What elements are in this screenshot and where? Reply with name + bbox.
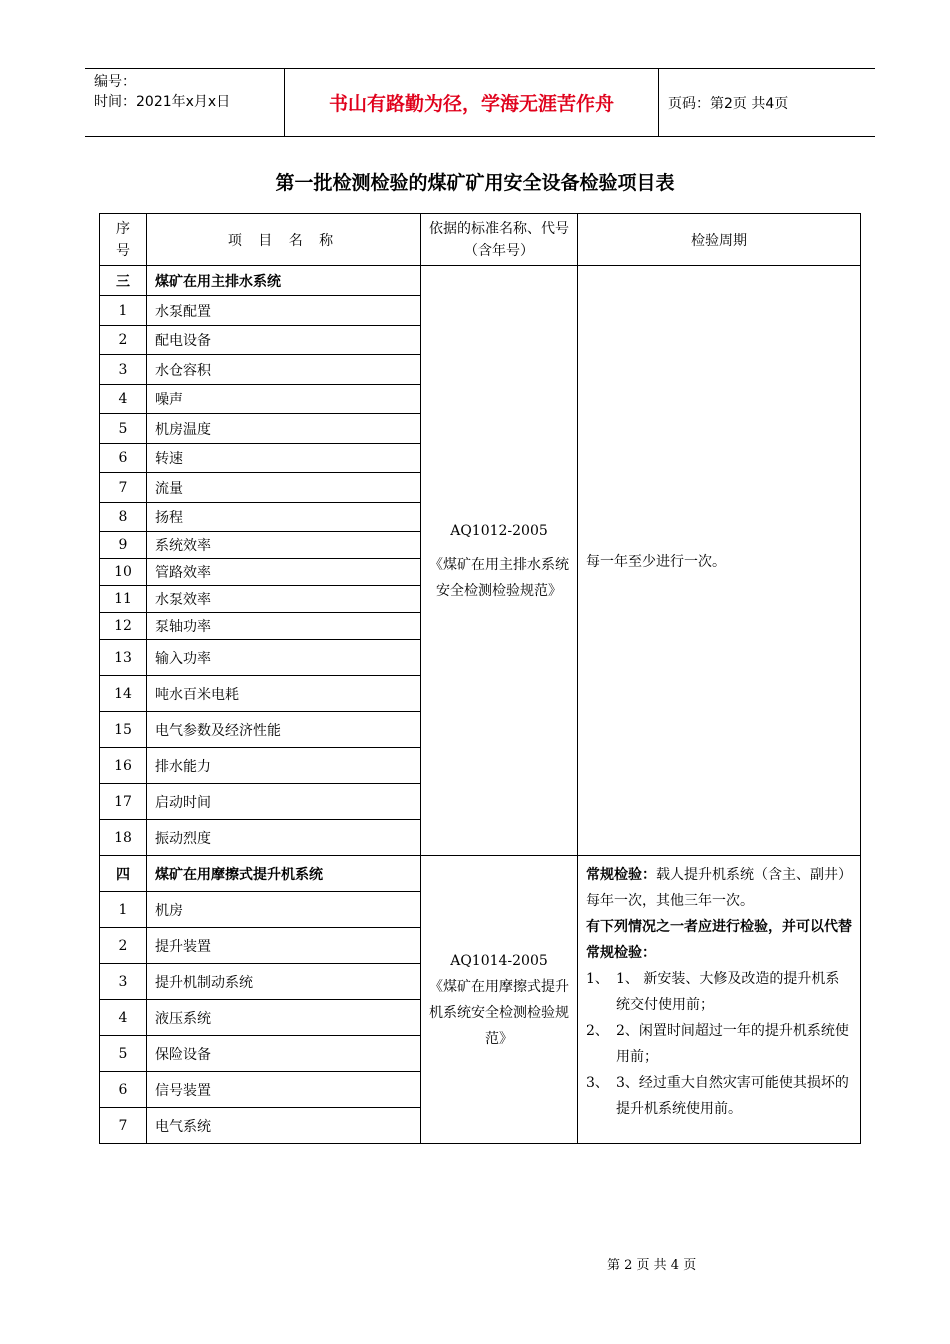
item-name: 吨水百米电耗 bbox=[147, 676, 421, 712]
period-list-item bbox=[586, 1070, 852, 1122]
item-number: 1 bbox=[100, 296, 147, 326]
item-number: 6 bbox=[100, 1072, 147, 1108]
item-number: 1 bbox=[100, 892, 147, 928]
header-period: 检验周期 bbox=[578, 214, 861, 266]
standard-name: 《煤矿在用主排水系统安全检测检验规范》 bbox=[429, 556, 569, 599]
item-number: 10 bbox=[100, 559, 147, 586]
page-footer: 第 2 页 共 4 页 bbox=[607, 1258, 697, 1273]
item-number: 11 bbox=[100, 586, 147, 613]
item-name: 输入功率 bbox=[147, 640, 421, 676]
item-number: 2 bbox=[100, 928, 147, 964]
inspection-table bbox=[99, 213, 861, 1144]
item-name: 配电设备 bbox=[147, 326, 421, 355]
period-list-item bbox=[586, 966, 852, 1018]
item-number: 3 bbox=[100, 355, 147, 385]
item-number: 3 bbox=[100, 964, 147, 1000]
item-number: 4 bbox=[100, 385, 147, 414]
item-name: 信号装置 bbox=[147, 1072, 421, 1108]
header-name: 项 目 名 称 bbox=[147, 214, 421, 266]
standard-name: 《煤矿在用摩擦式提升机系统安全检测检验规范》 bbox=[429, 978, 569, 1047]
period-list-item bbox=[586, 1018, 852, 1070]
item-number: 14 bbox=[100, 676, 147, 712]
item-number: 2 bbox=[100, 326, 147, 355]
list-marker: 1、 bbox=[586, 971, 609, 987]
item-name: 启动时间 bbox=[147, 784, 421, 820]
table-row bbox=[100, 856, 861, 892]
period-cell bbox=[578, 856, 861, 1144]
list-text: 3、经过重大自然灾害可能使其损坏的提升机系统使用前。 bbox=[616, 1075, 849, 1117]
item-name: 水泵效率 bbox=[147, 586, 421, 613]
list-text: 2、闲置时间超过一年的提升机系统使用前； bbox=[616, 1023, 849, 1065]
item-number: 4 bbox=[100, 1000, 147, 1036]
period-condition: 有下列情况之一者应进行检验，并可以代替常规检验： bbox=[586, 919, 852, 961]
item-name: 机房温度 bbox=[147, 414, 421, 444]
table-row bbox=[100, 266, 861, 296]
item-name: 转速 bbox=[147, 444, 421, 473]
header-standard: 依据的标准名称、代号（含年号） bbox=[421, 214, 578, 266]
page-header bbox=[85, 68, 875, 137]
item-number: 16 bbox=[100, 748, 147, 784]
item-name: 管路效率 bbox=[147, 559, 421, 586]
item-name: 液压系统 bbox=[147, 1000, 421, 1036]
item-number: 9 bbox=[100, 532, 147, 559]
table-header-row bbox=[100, 214, 861, 266]
item-name: 水泵配置 bbox=[147, 296, 421, 326]
item-number: 17 bbox=[100, 784, 147, 820]
section-name: 煤矿在用摩擦式提升机系统 bbox=[147, 856, 421, 892]
section-code: 四 bbox=[100, 856, 147, 892]
item-name: 提升装置 bbox=[147, 928, 421, 964]
document-date: 时间：2021年x月x日 bbox=[94, 94, 231, 110]
item-name: 水仓容积 bbox=[147, 355, 421, 385]
item-name: 排水能力 bbox=[147, 748, 421, 784]
item-name: 扬程 bbox=[147, 503, 421, 532]
standard-code: AQ1014-2005 bbox=[450, 952, 548, 969]
item-name: 机房 bbox=[147, 892, 421, 928]
item-name: 噪声 bbox=[147, 385, 421, 414]
period-regular bbox=[586, 862, 852, 914]
list-marker: 3、 bbox=[586, 1075, 609, 1091]
header-seq: 序号 bbox=[100, 214, 147, 266]
list-text: 1、 新安装、大修及改造的提升机系统交付使用前； bbox=[616, 971, 840, 1013]
standard-code: AQ1012-2005 bbox=[450, 522, 548, 539]
item-name: 泵轴功率 bbox=[147, 613, 421, 640]
standard-cell bbox=[421, 856, 578, 1144]
period-regular-text: 载人提升机系统（含主、副井）每年一次，其他三年一次。 bbox=[586, 867, 852, 909]
header-meta bbox=[85, 69, 285, 136]
item-number: 8 bbox=[100, 503, 147, 532]
item-number: 7 bbox=[100, 1108, 147, 1144]
item-name: 提升机制动系统 bbox=[147, 964, 421, 1000]
item-number: 15 bbox=[100, 712, 147, 748]
item-name: 保险设备 bbox=[147, 1036, 421, 1072]
list-marker: 2、 bbox=[586, 1023, 609, 1039]
standard-cell bbox=[421, 266, 578, 856]
header-motto: 书山有路勤为径，学海无涯苦作舟 bbox=[285, 69, 659, 136]
item-number: 7 bbox=[100, 473, 147, 503]
section-code: 三 bbox=[100, 266, 147, 296]
section-name: 煤矿在用主排水系统 bbox=[147, 266, 421, 296]
item-name: 振动烈度 bbox=[147, 820, 421, 856]
document-number-label: 编号： bbox=[94, 74, 136, 90]
item-number: 5 bbox=[100, 1036, 147, 1072]
item-number: 13 bbox=[100, 640, 147, 676]
page-title: 第一批检测检验的煤矿矿用安全设备检验项目表 bbox=[275, 172, 675, 194]
item-name: 电气系统 bbox=[147, 1108, 421, 1144]
item-number: 18 bbox=[100, 820, 147, 856]
period-cell: 每一年至少进行一次。 bbox=[578, 266, 861, 856]
item-number: 5 bbox=[100, 414, 147, 444]
header-page-info: 页码：第2页 共4页 bbox=[668, 95, 789, 112]
item-number: 6 bbox=[100, 444, 147, 473]
item-name: 流量 bbox=[147, 473, 421, 503]
period-regular-label: 常规检验： bbox=[586, 867, 656, 883]
item-name: 电气参数及经济性能 bbox=[147, 712, 421, 748]
item-name: 系统效率 bbox=[147, 532, 421, 559]
item-number: 12 bbox=[100, 613, 147, 640]
